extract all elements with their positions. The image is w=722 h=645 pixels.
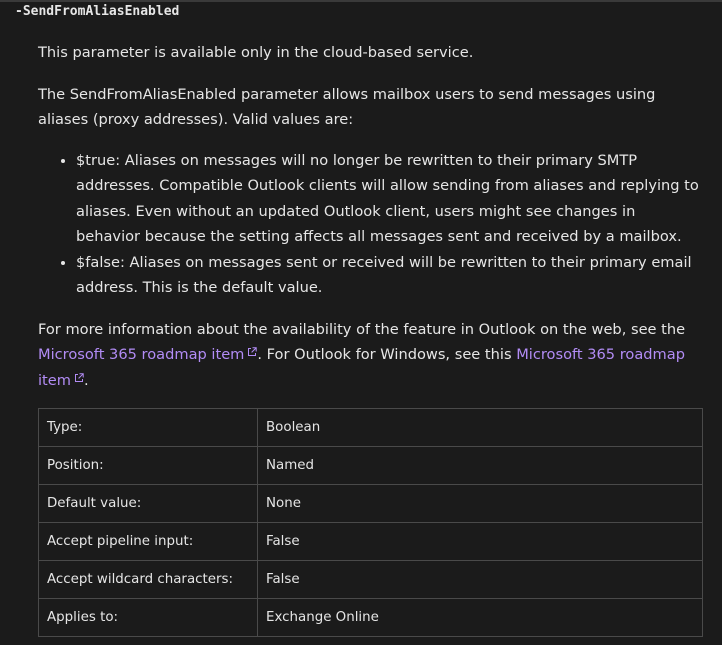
- roadmap-link-outlook-web[interactable]: [38, 346, 257, 363]
- property-name: Default value:: [39, 485, 258, 523]
- external-link-icon: [74, 373, 84, 383]
- more-info-suffix: .: [83, 371, 89, 389]
- roadmap-link-label: Microsoft 365 roadmap item: [38, 346, 685, 389]
- property-value: Named: [258, 447, 703, 485]
- property-value: False: [258, 561, 703, 599]
- valid-value-item: • $true: Aliases on messages will no longer be rewritten to their primary SMTP addresses. Compatible Outlook clients will allow sending from aliases and replying to aliases. Even without an updated Outlook client, users might see changes in behavior because the setting affects all messages sent and received by a mailbox.: [76, 148, 702, 250]
- parameter-name: -SendFromAliasEnabled: [15, 4, 180, 19]
- property-name: Applies to:: [39, 599, 258, 637]
- table-row: [39, 409, 703, 447]
- parameter-properties-table: [38, 408, 703, 637]
- availability-note: This parameter is available only in the cloud-based service.: [38, 44, 474, 61]
- property-name: Position:: [39, 447, 258, 485]
- more-info-paragraph: [38, 317, 702, 394]
- more-info-prefix: For more information about the availability of the feature in Outlook on the web, see the: [38, 320, 686, 338]
- parameter-description: [38, 40, 702, 393]
- description-paragraph: The SendFromAliasEnabled parameter allows mailbox users to send messages using aliases (proxy addresses). Valid values are:: [38, 85, 656, 128]
- table-row: [39, 485, 703, 523]
- property-value: Boolean: [258, 409, 703, 447]
- table-row: [39, 561, 703, 599]
- top-divider: [0, 0, 722, 2]
- roadmap-link-label: Microsoft 365 roadmap item: [38, 346, 245, 363]
- valid-values-list: [38, 148, 702, 301]
- property-value: Exchange Online: [258, 599, 703, 637]
- external-link-icon: [247, 347, 257, 357]
- property-value: False: [258, 523, 703, 561]
- property-name: Accept wildcard characters:: [39, 561, 258, 599]
- more-info-middle: . For Outlook for Windows, see this: [257, 346, 517, 363]
- property-name: Type:: [39, 409, 258, 447]
- table-row: [39, 523, 703, 561]
- table-row: [39, 599, 703, 637]
- valid-value-item: • $false: Aliases on messages sent or received will be rewritten to their primary email address. This is the default value.: [76, 250, 702, 301]
- property-name: Accept pipeline input:: [39, 523, 258, 561]
- property-value: None: [258, 485, 703, 523]
- table-row: [39, 447, 703, 485]
